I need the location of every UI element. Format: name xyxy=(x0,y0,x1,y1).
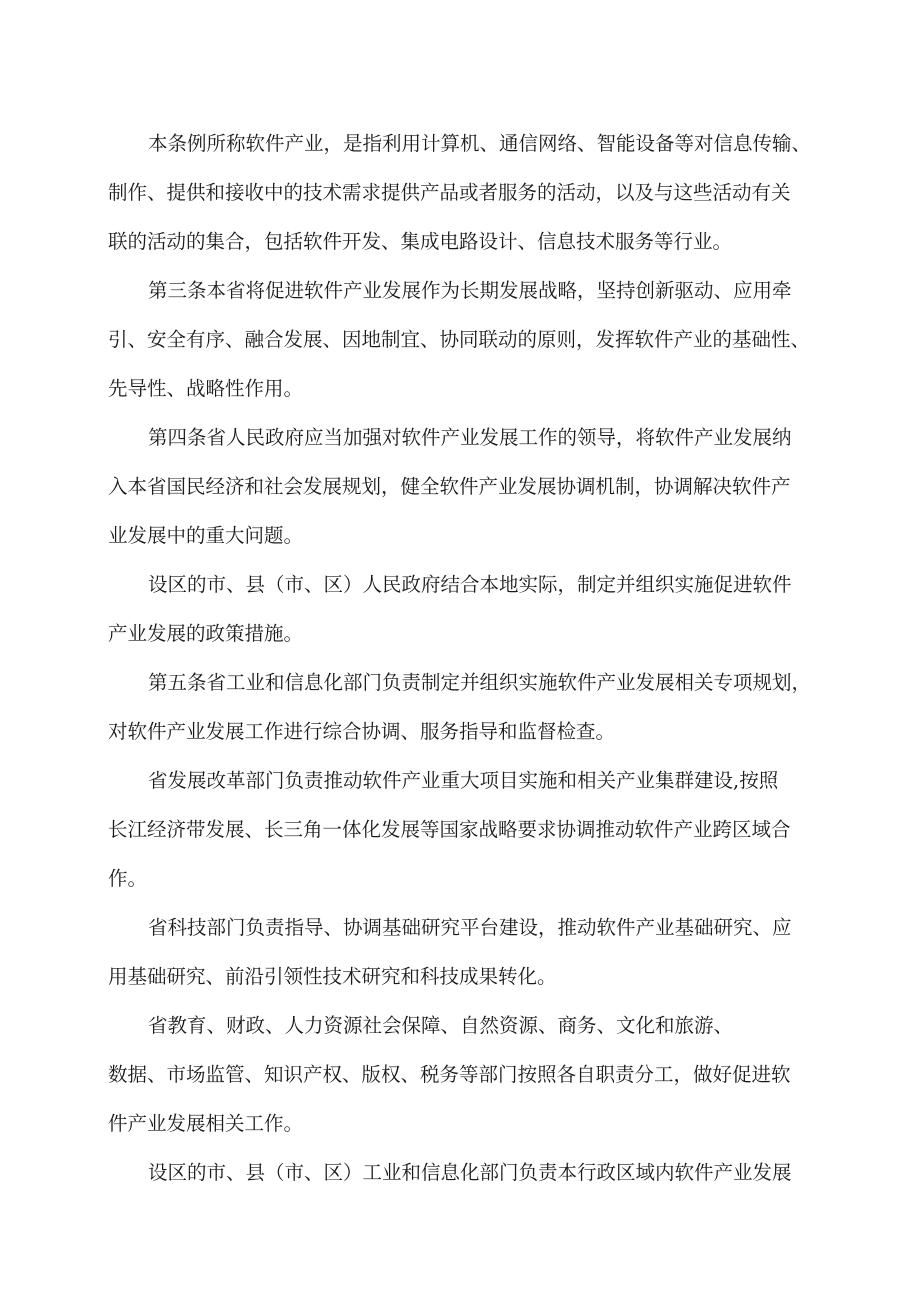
paragraph-5-line-1: 第五条省工业和信息化部门负责制定并组织实施软件产业发展相关专项规划， xyxy=(148,671,812,694)
paragraph-1-line-2: 制作、提供和接收中的技术需求提供产品或者服务的活动，以及与这些活动有关 xyxy=(108,181,791,204)
paragraph-2-line-2: 引、安全有序、融合发展、因地制宜、协同联动的原则，发挥软件产业的基础性、 xyxy=(108,328,811,351)
paragraph-1-line-1: 本条例所称软件产业，是指利用计算机、通信网络、智能设备等对信息传输、 xyxy=(148,132,812,155)
paragraph-8-line-2: 数据、市场监管、知识产权、版权、税务等部门按照各自职责分工，做好促进软 xyxy=(108,1063,791,1086)
paragraph-9-line-1: 设区的市、县（市、区）工业和信息化部门负责本行政区域内软件产业发展 xyxy=(148,1161,792,1184)
paragraph-5-line-2: 对软件产业发展工作进行综合协调、服务指导和监督检查。 xyxy=(108,720,616,743)
paragraph-2-line-1: 第三条本省将促进软件产业发展作为长期发展战略，坚持创新驱动、应用牵 xyxy=(148,279,792,302)
paragraph-6-line-3: 作。 xyxy=(108,867,148,890)
paragraph-7-line-2: 用基础研究、前沿引领性技术研究和科技成果转化。 xyxy=(108,965,557,988)
paragraph-8-line-1: 省教育、财政、人力资源社会保障、自然资源、商务、文化和旅游、 xyxy=(148,1014,734,1037)
paragraph-4-line-1: 设区的市、县（市、区）人民政府结合本地实际，制定并组织实施促进软件 xyxy=(148,573,792,596)
paragraph-3-line-2: 入本省国民经济和社会发展规划，健全软件产业发展协调机制，协调解决软件产 xyxy=(108,475,791,498)
paragraph-4-line-2: 产业发展的政策措施。 xyxy=(108,622,304,645)
paragraph-6-line-2: 长江经济带发展、长三角一体化发展等国家战略要求协调推动软件产业跨区域合 xyxy=(108,818,791,841)
paragraph-8-line-3: 件产业发展相关工作。 xyxy=(108,1112,304,1135)
paragraph-7-line-1: 省科技部门负责指导、协调基础研究平台建设，推动软件产业基础研究、应 xyxy=(148,916,792,939)
paragraph-1-line-3: 联的活动的集合，包括软件开发、集成电路设计、信息技术服务等行业。 xyxy=(108,230,733,253)
paragraph-2-line-3: 先导性、战略性作用。 xyxy=(108,377,304,400)
paragraph-6-line-1: 省发展改革部门负责推动软件产业重大项目实施和相关产业集群建设,按照 xyxy=(148,769,779,792)
paragraph-3-line-3: 业发展中的重大问题。 xyxy=(108,524,304,547)
paragraph-3-line-1: 第四条省人民政府应当加强对软件产业发展工作的领导，将软件产业发展纳 xyxy=(148,426,792,449)
